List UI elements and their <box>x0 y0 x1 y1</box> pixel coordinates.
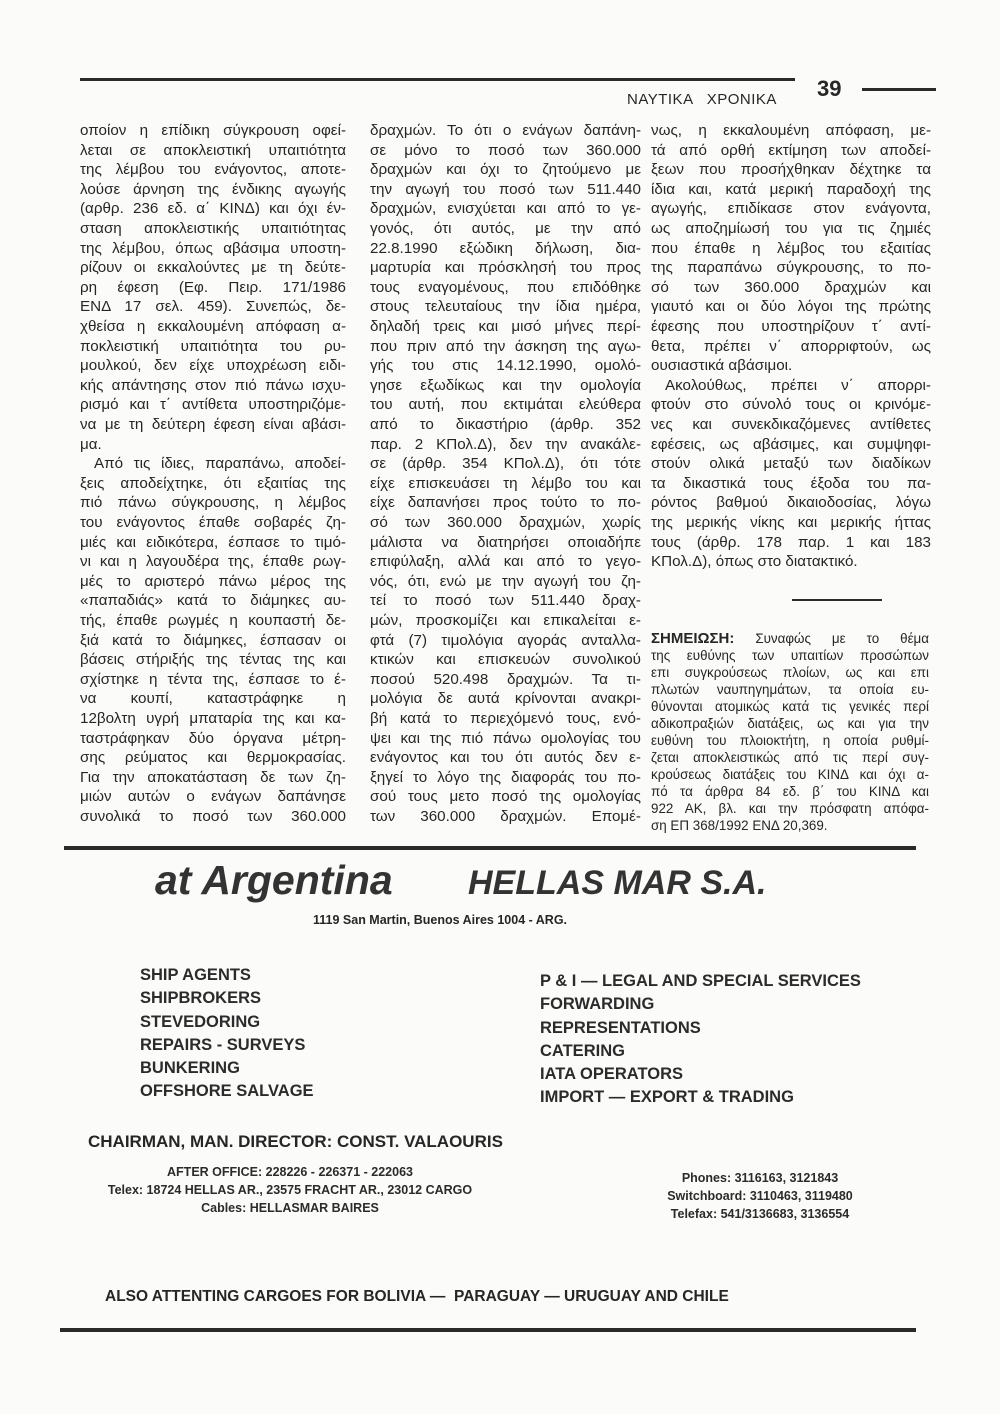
text-line: ίδια και, κατά μερική παραδοχή της <box>651 180 931 198</box>
text-line: φτά (7) τιμολόγια αγοράς ανταλλα- <box>370 631 641 649</box>
text-line: τα δικαστικά τους έξοδα του πα- <box>651 474 931 492</box>
text-line: πό τα άρθρα 84 εδ. β΄ του ΚΙΝΔ και <box>651 784 929 799</box>
text-line: γιαυτό και οι δύο λόγοι της πρώτης <box>651 298 931 316</box>
text-line: μιών αυτών ο ενάγων δαπάνησε <box>80 788 346 806</box>
ad-footer: ALSO ATTENTING CARGOES FOR BOLIVIA — PARAGUAY — URUGUAY AND CHILE <box>105 1288 729 1305</box>
text-line: στους τελευταίους την ίδια ημέρα, <box>370 298 641 316</box>
service-item: SHIPBROKERS <box>140 989 262 1008</box>
text-line: νως, η εκκαλουμένη απόφαση, με- <box>651 122 931 139</box>
text-line: είχε δαπανήσει προς τούτο το πο- <box>370 494 641 512</box>
text-line: θύνονται ατομικώς κατά τις γενικές περί <box>651 699 929 714</box>
text-line: 22.8.1990 εξώδικη δήλωση, δια- <box>370 239 641 257</box>
text-line: γονός, ότι αυτός, με την από <box>370 220 641 237</box>
text-line: πιό πάνω σύγκρουσης, η λέμβος <box>80 494 346 512</box>
text-line: της μερικής νίκης και μερικής ήττας <box>651 514 931 531</box>
text-line: οποίον η επίδικη σύγκρουση οφεί- <box>80 122 346 139</box>
text-line: δηλαδή τρεις και μισό μήνες περί- <box>370 318 641 335</box>
text-line: είχε επισκευάσει τη λέμβο του και <box>370 474 641 492</box>
text-line: επι συγκρούσεως πλοίων, ως και επι <box>651 665 929 680</box>
text-line: ξεων που προσήχθηκαν δέχτηκε τα <box>651 161 931 179</box>
text-line: δραχμών. Το ότι ο ενάγων δαπάνη- <box>370 122 641 139</box>
text-line: σχίστηκε η τέντα της, έσπασε το έ- <box>80 670 346 688</box>
contact-line: Telefax: 541/3136683, 3136554 <box>670 1207 850 1221</box>
text-line: αγωγής, επιδίκασε στον ενάγοντα, <box>651 200 931 218</box>
service-item: STEVEDORING <box>140 1012 261 1031</box>
text-line: ενάγοντος και του ότι αυτός δεν ε- <box>370 749 641 767</box>
service-item: REPAIRS - SURVEYS <box>140 1035 306 1054</box>
text-line: νες και συνεκδικαζόμενες αντίθετες <box>651 416 931 433</box>
text-line: ταστράφηκαν δύο όργανα μέτρη- <box>80 729 346 747</box>
service-item: IMPORT — EXPORT & TRADING <box>540 1088 794 1107</box>
ad-title-left: at Argentina <box>155 857 393 903</box>
text-line: ΕΝΔ 17 σελ. 459). Συνεπώς, δε- <box>80 298 346 316</box>
text-line: του αυτή, που εκτιμάται ελεύθερα <box>370 396 641 414</box>
text-line: ξεις αποδείχτηκε, ότι εξαιτίας της <box>80 474 346 492</box>
text-line: που έπαθε η λέμβος του εξαιτίας <box>651 239 931 257</box>
text-line: μών, προσκομίζει και επικαλείται ε- <box>370 612 641 629</box>
text-line: στούν ολικά μεταξύ των διαδίκων <box>651 455 931 473</box>
text-line: γής του στις 14.12.1990, ομολό- <box>370 357 641 375</box>
text-line: από το δικαστήριο (άρθρ. 352 <box>370 416 641 433</box>
text-line: ΚΠολ.Δ), όπως στο διατακτικό. <box>651 553 858 571</box>
text-line: ρόντος βαθμού δικαιοδοσίας, λόγω <box>651 494 931 512</box>
text-line: ευθύνη του πλοιοκτήτη, η οποία ρυθμί- <box>651 733 929 748</box>
text-line: μαρτυρία και πρόσκλησή του προς <box>370 259 641 277</box>
journal-title: ΝΑΥΤΙΚΑ ΧΡΟΝΙΚΑ <box>627 91 777 108</box>
text-line: λεται σε αποκλειστική υπαιτιότητα <box>80 141 346 159</box>
text-line: επιφύλαξη, αλλά και από το γεγο- <box>370 553 641 571</box>
text-line: ρισμό και τ΄ αντίθετα υποστηριζόμε- <box>80 396 346 414</box>
text-line: της λέμβου, όπως αβάσιμα υποστη- <box>80 239 346 257</box>
text-line: τής, έπαθε ρωγμές η κουπαστή δε- <box>80 612 346 629</box>
text-line: των 360.000 δραχμών. Επομέ- <box>370 808 641 825</box>
text-line: παρ. 2 ΚΠολ.Δ), δεν την ανακάλε- <box>370 435 641 453</box>
text-line: «παπαδιάς» κατά το διάμηκες αυ- <box>80 592 346 610</box>
text-line: τεί το ποσό των 511.440 δραχ- <box>370 592 641 610</box>
text-line: κτικών και επισκευών συνολικού <box>370 651 641 669</box>
text-line: βάσεις στήριξής της τέντας της και <box>80 651 346 669</box>
service-item: IATA OPERATORS <box>540 1065 684 1084</box>
text-line: της λέμβου του ενάγοντος, αποτε- <box>80 161 346 179</box>
text-line: Από τις ίδιες, παραπάνω, αποδεί- <box>94 455 346 473</box>
text-line: Ακολούθως, πρέπει ν΄ απορρι- <box>665 376 931 394</box>
service-item: CATERING <box>540 1041 625 1060</box>
service-item: P & I — LEGAL AND SPECIAL SERVICES <box>540 972 861 990</box>
service-item: FORWARDING <box>540 995 655 1014</box>
note-separator <box>792 599 882 601</box>
text-line: μολόγια δε αυτά κρίνονται ανακρι- <box>370 690 641 708</box>
text-line: τους (άρθρ. 178 παρ. 1 και 183 <box>651 533 931 551</box>
text-line: σης ρεύματος και θερμοκρασίας. <box>80 749 346 767</box>
text-line: ζεται αποκλειστικώς από τις περί συγ- <box>651 750 929 765</box>
text-line: σό των 360.000 δραχμών και <box>651 278 931 296</box>
text-line: μα. <box>80 435 102 453</box>
text-line: σε μόνο το ποσό των 360.000 <box>370 141 641 159</box>
text-line: ξηγεί το λόγο της διαφοράς του πο- <box>370 768 641 786</box>
text-line: να κουπί, καταστράφηκε η <box>80 690 346 708</box>
text-line: φτούν στο σύνολό τους οι κρινόμε- <box>651 396 931 414</box>
text-line: κρούσεως διατάξεις του ΚΙΝΔ και όχι α- <box>651 767 929 782</box>
service-item: OFFSHORE SALVAGE <box>140 1082 314 1101</box>
text-line: σε (άρθρ. 354 ΚΠολ.Δ), ότι τότε <box>370 455 641 473</box>
text-line: ψει και της πιό πάνω ομολογίας του <box>370 729 641 747</box>
header-rule-right <box>862 88 936 91</box>
text-line: χθείσα η εκκαλουμένη απόφαση α- <box>80 318 346 335</box>
text-line: μές το αριστερό πάνω μέρος της <box>80 572 346 590</box>
service-item: SHIP AGENTS <box>140 966 251 984</box>
text-line: ποσού 520.498 δραχμών. Τα τι- <box>370 670 641 688</box>
contacts-right <box>620 1169 900 1223</box>
text-line: της παραπάνω σύγκρουσης, το πο- <box>651 259 931 277</box>
contact-line: AFTER OFFICE: 228226 - 226371 - 222063 <box>167 1165 413 1179</box>
text-line: σταση αποκλειστικής υπαιτιότητας <box>80 220 346 237</box>
text-line: νός, ότι, ενώ με την αγωγή του ζη- <box>370 572 641 590</box>
ad-title-right: HELLAS MAR S.A. <box>468 864 767 902</box>
text-line: ξιά κατά το διάμηκες, έσπασαν οι <box>80 631 346 649</box>
text-line: συνολικά το ποσό των 360.000 <box>80 808 346 825</box>
text-line: Για την αποκατάσταση δε των ζη- <box>80 768 346 786</box>
services-left <box>140 964 314 1104</box>
text-line: σό των 360.000 δραχμών, χωρίς <box>370 514 641 531</box>
contact-line: Telex: 18724 HELLAS AR., 23575 FRACHT AR., 23012 CARGO <box>107 1183 473 1197</box>
services-right <box>540 970 861 1110</box>
text-line: ση ΕΠ 368/1992 ΕΝΔ 20,369. <box>651 818 828 833</box>
text-line: ρη έφεση (Εφ. Πειρ. 171/1986 <box>80 278 346 296</box>
contacts-left <box>80 1163 500 1217</box>
text-line: 12βολτη υγρή μπαταρία της και κα- <box>80 710 346 727</box>
text-line: έφεσης που υποστηρίζουν τ΄ αντί- <box>651 318 931 335</box>
text-line: μιές και ειδικότερα, έσπασε το τιμό- <box>80 533 346 551</box>
text-line: γησε εξωδίκως και την ομολογία <box>370 376 641 394</box>
text-line: τά από ορθή εκτίμηση των αποδεί- <box>651 141 931 159</box>
note-first-text: Συναφώς με το θέμα <box>734 631 929 646</box>
note-first-line <box>651 630 929 647</box>
text-line: λούσε άρνηση της ένδικης αγωγής <box>80 180 346 198</box>
ad-chairman: CHAIRMAN, MAN. DIRECTOR: CONST. VALAOURIS <box>88 1132 503 1151</box>
text-line: 922 ΑΚ, βλ. και την πρόσφατη απόφα- <box>651 801 929 816</box>
text-line: ρίζουν οι εκκαλούντες με τη δεύτε- <box>80 259 346 277</box>
text-line: θετα, πρέπει ν΄ απορριφτούν, ως <box>651 337 931 355</box>
text-line: μάλιστα να διατηρήσει οποιαδήπε <box>370 533 641 551</box>
text-line: νι και η λαγουδέρα της, έπαθε ρωγ- <box>80 553 346 571</box>
text-line: (αρθρ. 236 εδ. α΄ ΚΙΝΔ) και όχι έν- <box>80 200 346 218</box>
text-line: αδικοπραξιών διατάξεις, ως και για την <box>651 716 929 731</box>
service-item: BUNKERING <box>140 1059 240 1078</box>
page-number: 39 <box>817 76 842 101</box>
ad-top-rule <box>64 846 916 850</box>
text-line: πλωτών ναυπηγημάτων, τα οποία ευ- <box>651 682 929 697</box>
text-line: την αγωγή του ποσό των 511.440 <box>370 180 641 198</box>
text-line: βή κατά το περιεχόμενό τους, ενό- <box>370 710 641 727</box>
text-line: σού τους μετο ποσό της ομολογίας <box>370 788 641 806</box>
text-line: που πριν από την άσκηση της αγω- <box>370 337 641 355</box>
service-item: REPRESENTATIONS <box>540 1018 701 1037</box>
text-line: της ευθύνης των υπαιτίων προσώπων <box>651 648 929 663</box>
text-line: εφέσεις, ως αβάσιμες, και συμψηφι- <box>651 435 931 453</box>
text-line: τους εναγομένους, που επιδόθηκε <box>370 278 641 296</box>
text-line: μουλκού, δεν είχε υποχρέωση ειδι- <box>80 357 346 375</box>
header-rule-left <box>80 78 795 81</box>
text-line: δραχμών, ενισχύεται και από το γε- <box>370 200 641 218</box>
contact-line: Cables: HELLASMAR BAIRES <box>201 1201 379 1215</box>
ad-bottom-rule <box>60 1328 916 1332</box>
contact-line: Switchboard: 3110463, 3119480 <box>667 1189 853 1203</box>
text-line: να με τη δεύτερη έφεση είναι αβάσι- <box>80 416 346 433</box>
text-line: ποκλειστική υπαιτιότητα του ρυ- <box>80 337 346 355</box>
text-line: του ενάγοντος έπαθε σοβαρές ζη- <box>80 514 346 531</box>
text-line: ουσιαστικά αβάσιμοι. <box>651 357 793 375</box>
text-line: κής απάντησης στον πιό πάνω ισχυ- <box>80 376 346 394</box>
ad-address: 1119 San Martin, Buenos Aires 1004 - ARG. <box>313 913 568 927</box>
contact-line: Phones: 3116163, 3121843 <box>681 1171 839 1185</box>
text-line: ως αποζημίωσή του για τις ζημιές <box>651 220 931 237</box>
text-line: δραχμών και όχι το ζητούμενο με <box>370 161 641 179</box>
note-label: ΣΗΜΕΙΩΣΗ: <box>651 630 735 647</box>
